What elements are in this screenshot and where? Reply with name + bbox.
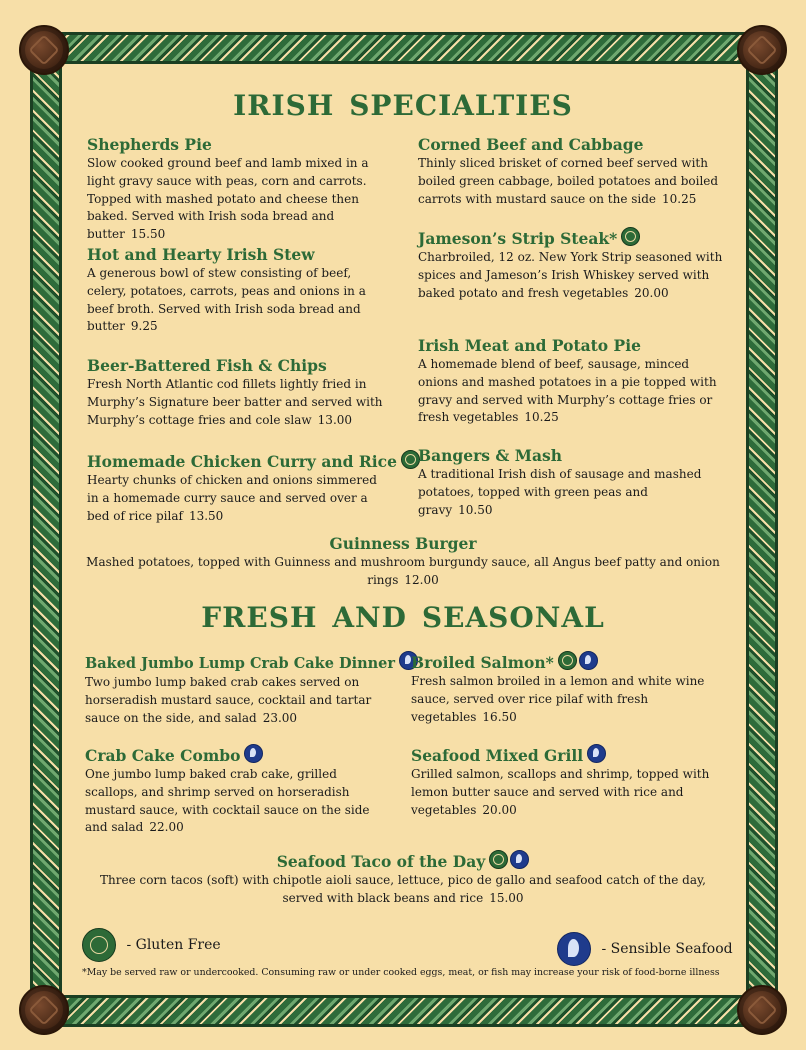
gluten-free-icon <box>558 651 577 670</box>
legend-gluten-free <box>82 928 221 962</box>
item-price: 13.00 <box>317 412 353 427</box>
item-price: 10.25 <box>524 410 559 425</box>
menu-item <box>418 227 723 302</box>
item-description: Two jumbo lump baked crab cakes served on horseradish mustard sauce, cocktail and tartar sauce on the side, and salad 23.00 <box>85 675 372 725</box>
section-title-fresh-and-seasonal: fresh and seasonal <box>201 590 605 637</box>
legend-label: - Gluten Free <box>126 937 221 953</box>
menu-item <box>418 446 723 519</box>
item-description: A homemade blend of beef, sausage, minced onions and mashed potatoes in a pie topped with gravy and served with Murphy’s cottage fries or fresh vegetables 10.25 <box>418 357 717 425</box>
item-description: Mashed potatoes, topped with Guinness and mushroom burgundy sauce, all Angus beef patty and onion rings 12.00 <box>86 555 720 587</box>
menu-item <box>82 850 724 908</box>
item-price: 15.50 <box>130 227 166 242</box>
gluten-free-icon <box>621 227 640 246</box>
gluten-free-seal-icon <box>82 928 116 962</box>
item-price: 10.50 <box>458 502 493 517</box>
item-description: Charbroiled, 12 oz. New York Strip seasoned with spices and Jameson’s Irish Whiskey served with baked potato and fresh vegetables 20.00 <box>418 250 723 300</box>
item-description: Hearty chunks of chicken and onions simmered in a homemade curry sauce and served over a bed of rice pilaf 13.50 <box>87 473 377 523</box>
border-bottom <box>30 995 774 1027</box>
sensible-seafood-icon <box>587 744 606 763</box>
celtic-knot-icon <box>19 985 69 1035</box>
item-price: 20.00 <box>634 285 669 300</box>
item-description: Grilled salmon, scallops and shrimp, topped with lemon butter sauce and served with rice and vegetables 20.00 <box>411 767 710 817</box>
item-name: Bangers & Mash <box>418 446 562 465</box>
item-price: 16.50 <box>482 709 517 724</box>
legend-sensible-seafood <box>557 932 733 966</box>
sensible-seafood-fish-icon <box>557 932 591 966</box>
item-description: A generous bowl of stew consisting of beef, celery, potatoes, carrots, peas and onions in a beef broth. Served with Irish soda bread and butter 9.25 <box>87 266 366 334</box>
menu-item <box>411 651 711 726</box>
menu-item <box>85 534 721 590</box>
legend-label: - Sensible Seafood <box>601 941 733 957</box>
item-price: 12.00 <box>404 572 439 587</box>
gluten-free-icon <box>489 850 508 869</box>
item-name: Beer-Battered Fish & Chips <box>87 356 327 375</box>
item-name: Guinness Burger <box>329 534 477 553</box>
sensible-seafood-icon <box>510 850 529 869</box>
sensible-seafood-icon <box>244 744 263 763</box>
item-name: Seafood Taco of the Day <box>82 850 724 872</box>
border-top <box>30 32 774 64</box>
menu-item <box>87 356 392 429</box>
item-name: Jameson’s Strip Steak* <box>418 227 723 249</box>
item-description: Three corn tacos (soft) with chipotle aioli sauce, lettuce, pico de gallo and seafood catch of the day, served with black beans and rice 15.00 <box>100 873 706 905</box>
item-name: Homemade Chicken Curry and Rice <box>87 450 392 472</box>
item-name: Baked Jumbo Lump Crab Cake Dinner <box>85 651 385 674</box>
celtic-knot-icon <box>737 985 787 1035</box>
menu-item <box>411 744 711 819</box>
menu-item <box>87 135 392 244</box>
item-description: Thinly sliced brisket of corned beef served with boiled green cabbage, boiled potatoes and boiled carrots with mustard sauce on the side 10.25 <box>418 156 719 206</box>
item-name: Hot and Hearty Irish Stew <box>87 245 315 264</box>
item-name: Seafood Mixed Grill <box>411 744 711 766</box>
item-name: Crab Cake Combo <box>85 744 385 766</box>
celtic-knot-icon <box>737 25 787 75</box>
item-name: Corned Beef and Cabbage <box>418 135 644 154</box>
item-price: 13.50 <box>188 508 224 523</box>
item-price: 10.25 <box>662 191 697 206</box>
celtic-knot-icon <box>19 25 69 75</box>
item-description: Fresh salmon broiled in a lemon and white wine sauce, served over rice pilaf with fresh vegetables 16.50 <box>411 674 705 724</box>
border-right <box>746 40 778 1020</box>
menu-item <box>85 651 396 727</box>
item-price: 22.00 <box>149 820 184 835</box>
item-price: 20.00 <box>482 802 517 817</box>
menu-item <box>85 744 385 837</box>
item-price: 15.00 <box>489 890 524 905</box>
menu-item <box>418 336 723 427</box>
item-price: 9.25 <box>130 319 158 334</box>
item-name: Irish Meat and Potato Pie <box>418 336 641 355</box>
item-description: A traditional Irish dish of sausage and mashed potatoes, topped with green peas and gravy 10.50 <box>418 467 702 517</box>
sensible-seafood-icon <box>579 651 598 670</box>
item-price: 23.00 <box>262 710 298 725</box>
disclaimer-text: *May be served raw or undercooked. Consuming raw or under cooked eggs, meat, or fish may increase your risk of food-borne illness <box>82 967 720 978</box>
item-description: Slow cooked ground beef and lamb mixed in a light gravy sauce with peas, corn and carrots. Topped with mashed potato and cheese then baked. Served with Irish soda bread and butter 15.50 <box>87 156 369 242</box>
menu-item <box>418 135 723 208</box>
border-left <box>30 40 62 1020</box>
menu-item <box>87 450 397 525</box>
item-description: One jumbo lump baked crab cake, grilled scallops, and shrimp served on horseradish mustard sauce, with cocktail sauce on the side and salad 22.00 <box>85 767 370 835</box>
item-name: Shepherds Pie <box>87 135 212 154</box>
section-title-irish-specialties: irish specialties <box>233 78 573 125</box>
item-description: Fresh North Atlantic cod fillets lightly fried in Murphy’s Signature beer batter and served with Murphy’s cottage fries and cole slaw 13.00 <box>87 377 383 427</box>
menu-item <box>87 245 392 336</box>
item-name: Broiled Salmon* <box>411 651 711 673</box>
